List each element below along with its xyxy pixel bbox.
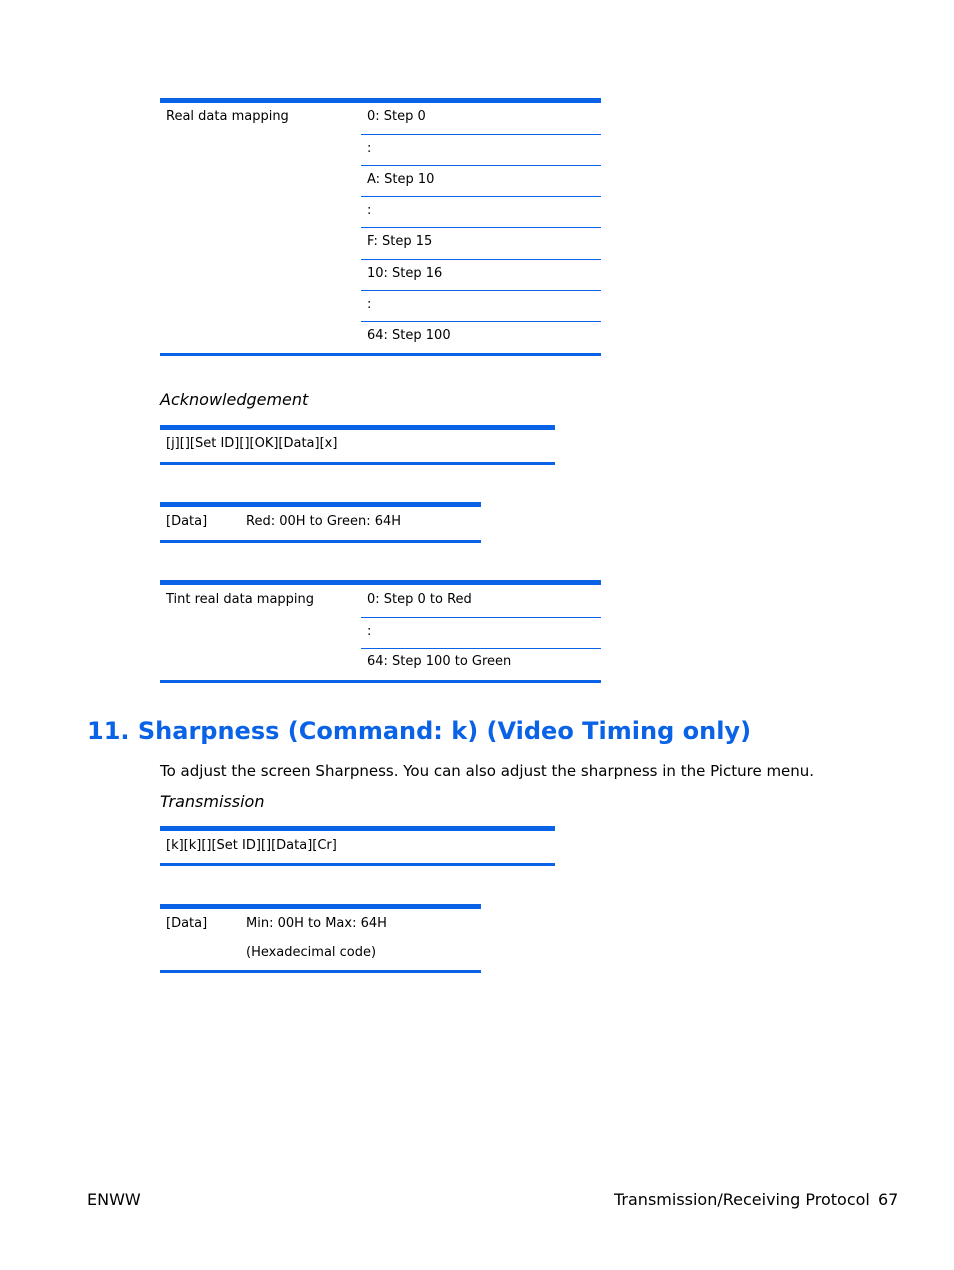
- row-separator: [361, 165, 601, 166]
- tint-value-1: :: [367, 624, 372, 639]
- row-separator: [361, 196, 601, 197]
- mapping-value-1: :: [367, 141, 372, 156]
- transmission-label: Transmission: [160, 792, 265, 811]
- page-number: 67: [878, 1190, 899, 1209]
- section-description: To adjust the screen Sharpness. You can also adjust the sharpness in the Picture menu.: [160, 762, 815, 780]
- mapping-value-7: 64: Step 100: [367, 328, 451, 343]
- acknowledgement-label: Acknowledgement: [160, 390, 309, 409]
- mapping-value-6: :: [367, 297, 372, 312]
- mapping-value-4: F: Step 15: [367, 234, 433, 249]
- footer-left: ENWW: [87, 1190, 141, 1209]
- transmission-code: [k][k][][Set ID][][Data][Cr]: [166, 838, 337, 853]
- row-separator: [361, 227, 601, 228]
- row-separator: [361, 648, 601, 649]
- mapping-value-2: A: Step 10: [367, 172, 435, 187]
- tint-value-2: 64: Step 100 to Green: [367, 654, 512, 669]
- section-heading: 11. Sharpness (Command: k) (Video Timing only): [87, 717, 752, 745]
- mapping-value-0: 0: Step 0: [367, 109, 426, 124]
- sharpness-data-key: [Data]: [166, 916, 208, 931]
- row-separator: [361, 321, 601, 322]
- row-separator: [361, 259, 601, 260]
- row-separator: [361, 134, 601, 135]
- mapping-value-3: :: [367, 203, 372, 218]
- row-separator: [361, 290, 601, 291]
- sharpness-data-value: Min: 00H to Max: 64H: [246, 916, 387, 931]
- footer-title: Transmission/Receiving Protocol: [614, 1190, 870, 1209]
- tint-value-0: 0: Step 0 to Red: [367, 592, 472, 607]
- mapping-value-5: 10: Step 16: [367, 266, 443, 281]
- real-data-mapping-label: Real data mapping: [166, 109, 289, 124]
- tint-mapping-label: Tint real data mapping: [166, 592, 315, 607]
- row-separator: [361, 617, 601, 618]
- data-value: Red: 00H to Green: 64H: [246, 514, 402, 529]
- sharpness-data-note: (Hexadecimal code): [246, 945, 377, 960]
- data-key: [Data]: [166, 514, 208, 529]
- sharpness-data-table: [160, 904, 481, 973]
- acknowledgement-code: [j][][Set ID][][OK][Data][x]: [166, 436, 338, 451]
